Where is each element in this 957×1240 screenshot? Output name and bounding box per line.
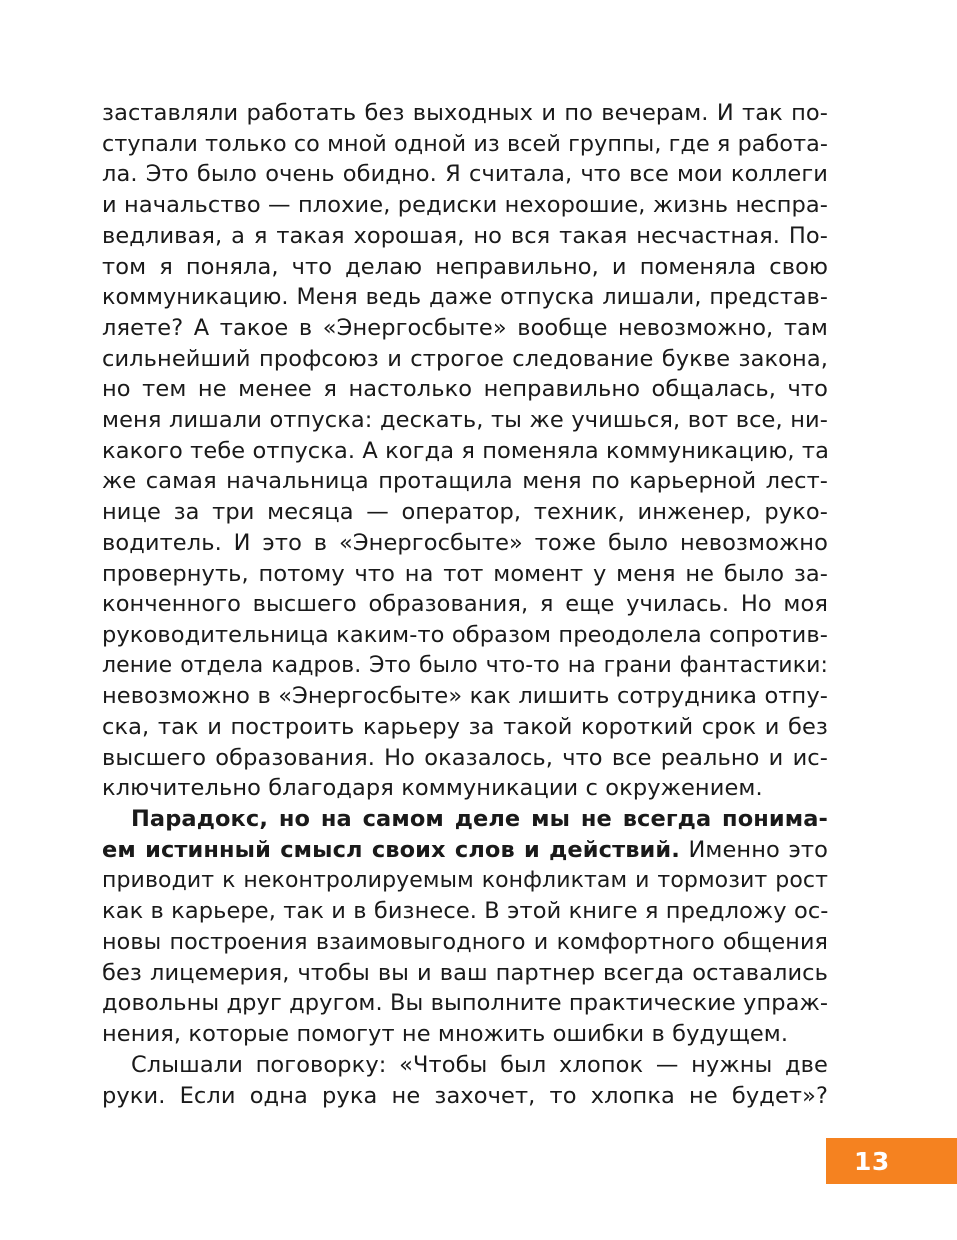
text-run: без лицемерия, чтобы вы и ваш партнер всегда оставались	[102, 959, 828, 986]
text-line	[102, 988, 828, 1019]
text-run: Именно это	[679, 836, 828, 863]
text-line	[102, 1019, 828, 1050]
text-run: коммуникацию. Меня ведь даже отпуска лишали, представ-	[102, 284, 828, 311]
text-run: новы построения взаимовыгодного и комфортного общения	[102, 928, 828, 955]
text-line	[102, 497, 828, 528]
text-line	[102, 436, 828, 467]
text-line	[102, 313, 828, 344]
bold-text: Парадокс, но на самом деле мы не всегда понима-	[131, 806, 828, 833]
paragraph	[102, 98, 828, 804]
text-line	[102, 743, 828, 774]
text-run: как в карьере, так и в бизнесе. В этой книге я предложу ос-	[102, 898, 829, 925]
text-run: водитель. И это в «Энергосбыте» тоже было невозможно	[102, 529, 828, 556]
text-run: заставляли работать без выходных и по вечерам. И так по-	[102, 100, 828, 126]
text-line	[102, 1050, 828, 1081]
text-run: приводит к неконтролируемым конфликтам и тормозит рост	[102, 867, 828, 893]
text-line	[102, 804, 828, 835]
text-line	[102, 159, 828, 190]
paragraph	[102, 1050, 828, 1111]
text-line	[102, 681, 828, 712]
text-line	[102, 190, 828, 221]
text-run: ла. Это было очень обидно. Я считала, что все мои коллеги	[102, 161, 828, 188]
text-run: нице за три месяца — оператор, техник, инженер, руко-	[102, 499, 828, 526]
text-line	[102, 651, 828, 682]
text-run: но тем не менее я настолько неправильно общалась, что	[102, 376, 828, 403]
text-line	[102, 282, 828, 313]
text-run: меня лишали отпуска: дескать, ты же учишься, вот все, ни-	[102, 407, 828, 434]
text-run: ление отдела кадров. Это было что-то на грани фантастики:	[102, 652, 828, 678]
text-run: ведливая, а я такая хорошая, но вся такая несчастная. По-	[102, 222, 828, 249]
text-line	[102, 221, 828, 252]
text-line	[102, 927, 828, 958]
paragraph	[102, 804, 828, 1050]
page-body	[102, 98, 828, 1111]
text-run: провернуть, потому что на тот момент у меня не было за-	[102, 560, 828, 587]
text-line	[102, 344, 828, 375]
text-run: руки. Если одна рука не захочет, то хлопка не будет»?	[102, 1082, 828, 1109]
text-run: же самая начальница протащила меня по карьерной лест-	[102, 468, 828, 495]
text-line	[102, 405, 828, 436]
text-run: и начальство — плохие, редиски нехорошие, жизнь неспра-	[102, 192, 828, 219]
text-line	[102, 528, 828, 559]
text-run: невозможно в «Энергосбыте» как лишить сотрудника отпу-	[102, 683, 828, 710]
text-run: конченного высшего образования, я еще училась. Но моя	[102, 591, 828, 618]
text-line	[102, 620, 828, 651]
text-run: руководительница каким-то образом преодолела сопротив-	[102, 621, 828, 648]
text-run: какого тебе отпуска. А когда я поменяла коммуникацию, та	[102, 437, 830, 464]
text-line	[102, 129, 828, 160]
text-run: довольны друг другом. Вы выполните практические упраж-	[102, 990, 829, 1017]
text-line	[102, 559, 828, 590]
text-line	[102, 98, 828, 129]
text-line	[102, 374, 828, 405]
text-line	[102, 466, 828, 497]
text-line	[102, 1081, 828, 1112]
text-run: нения, которые помогут не множить ошибки в будущем.	[102, 1021, 789, 1048]
text-run: ляете? А такое в «Энергосбыте» вообще невозможно, там	[102, 314, 828, 341]
text-run: том я поняла, что делаю неправильно, и поменяла свою	[102, 253, 828, 280]
text-line	[102, 773, 828, 804]
text-run: ступали только со мной одной из всей группы, где я работа-	[102, 130, 828, 157]
bold-text: ем истинный смысл своих слов и действий.	[102, 836, 680, 863]
text-run: Слышали поговорку: «Чтобы был хлопок — нужны две	[131, 1051, 828, 1078]
text-run: высшего образования. Но оказалось, что все реально и ис-	[102, 744, 828, 771]
text-line	[102, 712, 828, 743]
text-run: сильнейший профсоюз и строгое следование букве закона,	[102, 345, 828, 372]
text-run: ключительно благодаря коммуникации с окружением.	[102, 775, 763, 802]
text-run: ска, так и построить карьеру за такой короткий срок и без	[102, 714, 828, 741]
text-line	[102, 866, 828, 897]
text-line	[102, 589, 828, 620]
text-line	[102, 896, 828, 927]
text-line	[102, 252, 828, 283]
text-line	[102, 958, 828, 989]
text-line	[102, 835, 828, 866]
page-number: 13	[854, 1146, 890, 1176]
page-number-box	[826, 1138, 957, 1184]
